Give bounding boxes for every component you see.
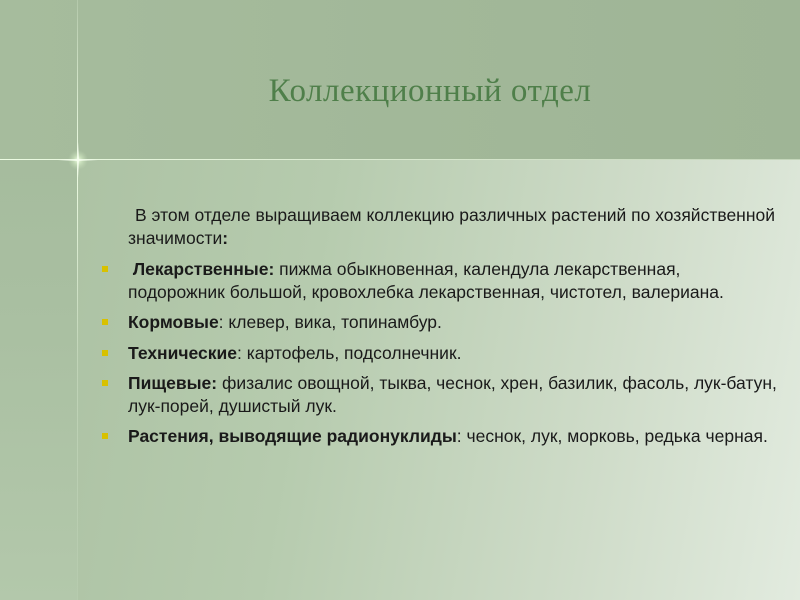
square-bullet-icon <box>102 266 108 272</box>
intro-text: В этом отделе выращиваем коллекцию различных растений по хозяйственной значимости <box>128 205 776 248</box>
category-label: Растения, выводящие радионуклиды <box>128 426 457 446</box>
list-item-fodder <box>100 311 780 334</box>
category-text: пижма обыкновенная, календула лекарственная, подорожник большой, кровохлебка лекарственная, чистотел, валериана. <box>128 259 724 302</box>
square-bullet-icon <box>102 380 108 386</box>
slide-title: Коллекционный отдел <box>268 73 592 109</box>
category-separator: : <box>456 426 462 446</box>
category-text: физалис овощной, тыква, чеснок, хрен, базилик, фасоль, лук-батун, лук-порей, душистый лук. <box>128 373 777 416</box>
intro-colon: : <box>222 227 229 248</box>
square-bullet-icon <box>102 433 108 439</box>
slide-content <box>100 204 780 456</box>
category-label: Лекарственные: <box>132 259 275 279</box>
category-text: чеснок, лук, морковь, редька черная. <box>461 426 768 446</box>
category-text: клевер, вика, топинамбур. <box>223 312 442 332</box>
list-item-food <box>100 372 780 417</box>
category-text: картофель, подсолнечник. <box>241 342 462 363</box>
list-item-radionuclide <box>100 425 780 448</box>
list-item-medicinal <box>100 258 780 303</box>
category-separator: : <box>218 312 224 332</box>
square-bullet-icon <box>102 319 108 325</box>
square-bullet-icon <box>102 350 108 356</box>
plant-category-list <box>100 258 780 448</box>
category-label: Пищевые: <box>128 373 218 393</box>
horizontal-divider <box>0 159 800 160</box>
list-item-technical <box>100 342 780 365</box>
intro-paragraph <box>100 204 780 249</box>
category-label: Технические <box>128 342 238 363</box>
category-separator: : <box>237 342 242 363</box>
category-label: Кормовые <box>128 312 219 332</box>
